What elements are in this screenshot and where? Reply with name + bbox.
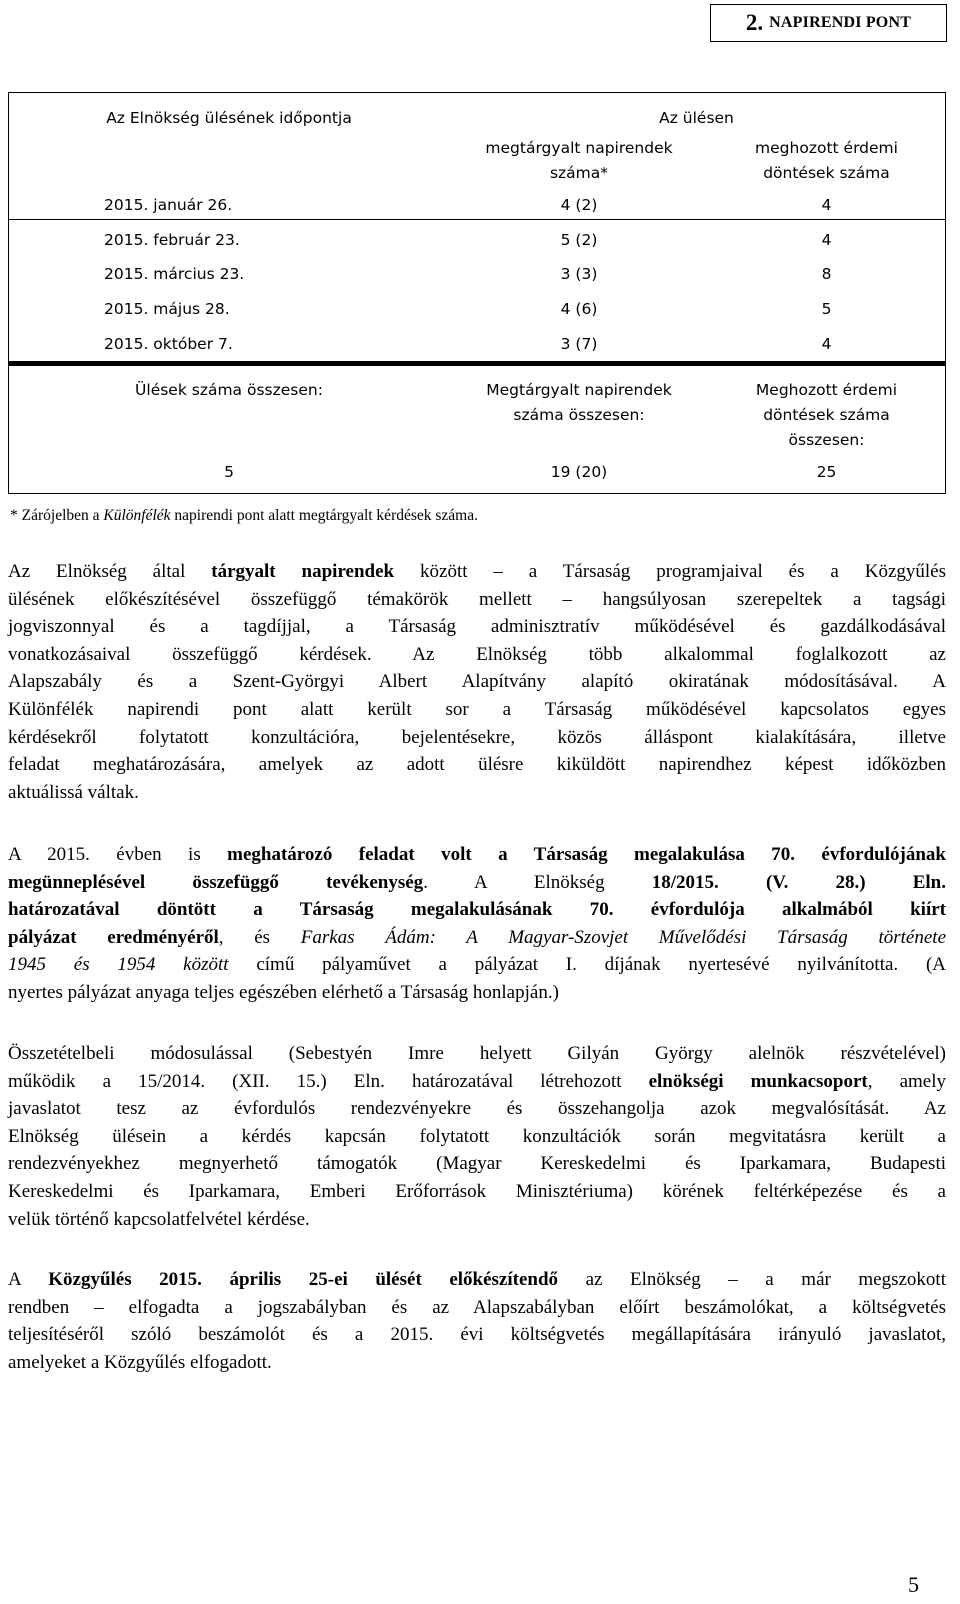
section-header — [710, 4, 947, 42]
row-date: 2015. május 28. — [104, 300, 230, 318]
row-items: 3 (7) — [560, 335, 598, 353]
row-items: 3 (3) — [560, 265, 598, 283]
col-header-date: Az Elnökség ülésének időpontja — [106, 109, 352, 127]
row-items: 4 (6) — [560, 300, 598, 318]
row-decisions: 4 — [821, 196, 832, 214]
row-items: 5 (2) — [560, 231, 598, 249]
col-header-items-1: megtárgyalt napirendek — [485, 139, 673, 157]
table-footnote: * Zárójelben a Különfélék napirendi pont alatt megtárgyalt kérdések száma. — [10, 507, 478, 524]
meetings-table — [8, 92, 946, 494]
page-number: 5 — [908, 1572, 919, 1597]
row-divider — [9, 219, 945, 220]
paragraph-agenda-topics: Az Elnökség által tárgyalt napirendek között – a Társaság programjaival és a Közgyűlés ülésének előkészítésével összefüggő témakörök mellett – hangsúlyosan szerepeltek a tagsági jogviszonnyal és a tagdíjjal, a Társaság adminisztratív működésével és gazdálkodásával vonatkozásaival összefüggő kérdések. Az Elnökség több alkalommal foglalkozott az Alapszabály és a Szent-Györgyi Albert Alapítvány alapító okiratának módosításával. A Különfélék napirendi pont alatt került sor a Társaság működésével kapcsolatos egyes kérdésekről folytatott konzultációra, bejelentésekre, közös álláspont kialakítására, illetve feladat meghatározására, amelyek az adott ülésre kiküldött napirendhez képest időközben aktuálissá váltak. — [8, 561, 946, 803]
totals-divider — [9, 361, 945, 366]
row-decisions: 4 — [821, 231, 832, 249]
col-header-items-2: száma* — [549, 164, 609, 182]
total-meetings: 5 — [224, 463, 234, 481]
row-date: 2015. március 23. — [104, 265, 245, 283]
paragraph-anniversary: A 2015. évben is meghatározó feladat volt a Társaság megalakulása 70. évfordulójának megünneplésével összefüggő tevékenység. A Elnökség 18/2015. (V. 28.) Eln. határozatával döntött a Társaság megalakulásának 70. évfordulója alkalmából kiírt pályázat eredményéről, és Farkas Ádám: A Magyar-Szovjet Művelődési Társaság története 1945 és 1954 között című pályaművet a pályázat I. díjának nyertesévé nyilvánította. (A nyertes pályázat anyaga teljes egészében elérhető a Társaság honlapján.) — [8, 844, 947, 1003]
row-items: 4 (2) — [560, 196, 598, 214]
totals-header-items-1: Megtárgyalt napirendek — [486, 381, 672, 399]
paragraph-working-group: Összetételbeli módosulással (Sebestyén Imre helyett Gilyán György alelnök részvételével) működik a 15/2014. (XII. 15.) Eln. határozatával létrehozott elnökségi munkacsoport, amely javaslatot tesz az évfordulós rendezvényekre és összehangolja azok megvalósítását. Az Elnökség ülésein a kérdés kapcsán folytatott konzultációk során megvitatásra került a rendezvényekhez megnyerhető támogatók (Magyar Kereskedelmi és Iparkamara, Budapesti Kereskedelmi és Iparkamara, Emberi Erőforrások Minisztériuma) körének feltérképezése és a velük történő kapcsolatfelvétel kérdése. — [8, 1043, 946, 1230]
row-decisions: 8 — [821, 265, 832, 283]
section-title: NAPIRENDI PONT — [769, 14, 912, 31]
col-header-decisions-1: meghozott érdemi — [755, 139, 898, 157]
totals-header-meetings: Ülések száma összesen: — [135, 381, 323, 399]
row-decisions: 4 — [821, 335, 832, 353]
paragraph-general-assembly: A Közgyűlés 2015. április 25-ei ülését előkészítendő az Elnökség – a már megszokott rendben – elfogadta a jogszabályban és az Alapszabályban előírt beszámolókat, a költségvetés teljesítéséről szóló beszámolót és a 2015. évi költségvetés megállapítására irányuló javaslatot, amelyeket a Közgyűlés elfogadott. — [8, 1269, 946, 1373]
total-decisions: 25 — [816, 463, 837, 481]
totals-header-items-2: száma összesen: — [513, 406, 645, 424]
col-header-decisions-2: döntések száma — [763, 164, 890, 182]
row-date: 2015. október 7. — [104, 335, 233, 353]
row-date: 2015. január 26. — [104, 196, 233, 214]
totals-header-decisions-3: összesen: — [788, 431, 865, 449]
totals-header-decisions-1: Meghozott érdemi — [755, 381, 898, 399]
totals-header-decisions-2: döntések száma — [763, 406, 890, 424]
total-items: 19 (20) — [550, 463, 608, 481]
section-number: 2. — [745, 10, 764, 35]
row-decisions: 5 — [821, 300, 832, 318]
row-date: 2015. február 23. — [104, 231, 240, 249]
col-header-group: Az ülésen — [659, 109, 734, 127]
